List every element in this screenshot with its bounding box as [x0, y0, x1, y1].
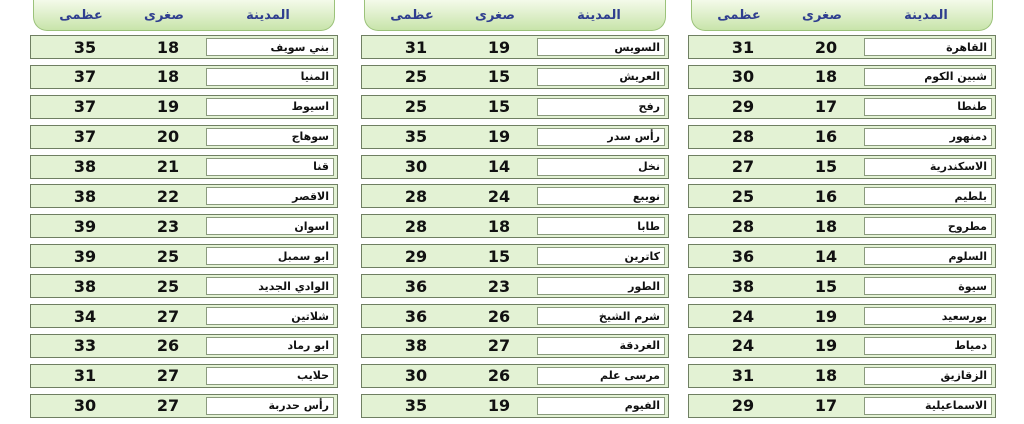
max-temp-cell: 35 — [404, 396, 428, 416]
max-temp-cell: 38 — [404, 336, 428, 356]
max-temp-cell: 39 — [73, 246, 97, 266]
city-cell: بلطيم — [864, 187, 992, 205]
city-cell: سوهاج — [206, 128, 334, 146]
table-row — [30, 394, 338, 418]
weather-table-right — [688, 0, 996, 424]
city-cell: العريش — [537, 68, 665, 86]
min-temp-cell: 15 — [814, 276, 838, 296]
min-temp-cell: 26 — [487, 366, 511, 386]
table-rows — [30, 35, 338, 424]
min-temp-cell: 15 — [814, 157, 838, 177]
max-temp-cell: 36 — [731, 246, 755, 266]
table-row — [688, 304, 996, 328]
max-temp-cell: 27 — [731, 157, 755, 177]
max-temp-cell: 25 — [404, 97, 428, 117]
min-temp-cell: 27 — [487, 336, 511, 356]
min-temp-cell: 18 — [156, 37, 180, 57]
min-temp-cell: 14 — [487, 157, 511, 177]
min-temp-cell: 27 — [156, 396, 180, 416]
max-temp-cell: 28 — [731, 127, 755, 147]
min-temp-cell: 20 — [814, 37, 838, 57]
min-temp-cell: 22 — [156, 186, 180, 206]
min-temp-cell: 16 — [814, 186, 838, 206]
city-cell: طابا — [537, 217, 665, 235]
max-temp-cell: 30 — [731, 67, 755, 87]
city-cell: الطور — [537, 277, 665, 295]
city-cell: رأس حدربة — [206, 397, 334, 415]
table-row — [688, 184, 996, 208]
min-temp-cell: 14 — [814, 246, 838, 266]
table-row — [30, 334, 338, 358]
min-temp-cell: 15 — [487, 67, 511, 87]
header-city: المدينة — [904, 7, 948, 23]
table-row — [361, 364, 669, 388]
city-cell: اسوان — [206, 217, 334, 235]
min-temp-cell: 23 — [487, 276, 511, 296]
max-temp-cell: 30 — [404, 366, 428, 386]
min-temp-cell: 23 — [156, 216, 180, 236]
min-temp-cell: 18 — [814, 216, 838, 236]
min-temp-cell: 19 — [156, 97, 180, 117]
max-temp-cell: 37 — [73, 67, 97, 87]
table-row — [30, 274, 338, 298]
max-temp-cell: 35 — [73, 37, 97, 57]
city-cell: بورسعيد — [864, 307, 992, 325]
max-temp-cell: 31 — [404, 37, 428, 57]
city-cell: طنطا — [864, 98, 992, 116]
table-row — [361, 35, 669, 59]
min-temp-cell: 24 — [487, 186, 511, 206]
min-temp-cell: 19 — [487, 396, 511, 416]
table-row — [361, 214, 669, 238]
min-temp-cell: 19 — [487, 127, 511, 147]
city-cell: شرم الشيخ — [537, 307, 665, 325]
min-temp-cell: 25 — [156, 246, 180, 266]
max-temp-cell: 29 — [731, 97, 755, 117]
min-temp-cell: 18 — [814, 67, 838, 87]
city-cell: ابو سمبل — [206, 247, 334, 265]
table-row — [361, 334, 669, 358]
max-temp-cell: 31 — [731, 37, 755, 57]
city-cell: نويبع — [537, 187, 665, 205]
max-temp-cell: 38 — [73, 276, 97, 296]
table-row — [30, 125, 338, 149]
max-temp-cell: 36 — [404, 276, 428, 296]
table-rows — [361, 35, 669, 424]
header-min: صغرى — [144, 7, 184, 23]
max-temp-cell: 35 — [404, 127, 428, 147]
city-cell: القاهرة — [864, 38, 992, 56]
table-row — [688, 274, 996, 298]
max-temp-cell: 25 — [404, 67, 428, 87]
city-cell: حلايب — [206, 367, 334, 385]
city-cell: الزقازيق — [864, 367, 992, 385]
table-row — [30, 244, 338, 268]
city-cell: الاسكندرية — [864, 158, 992, 176]
table-row — [688, 394, 996, 418]
weather-table-left — [30, 0, 338, 424]
table-header — [691, 0, 993, 31]
min-temp-cell: 26 — [156, 336, 180, 356]
city-cell: قنا — [206, 158, 334, 176]
header-max: عظمى — [390, 7, 434, 23]
table-row — [30, 364, 338, 388]
table-row — [688, 35, 996, 59]
table-row — [361, 155, 669, 179]
city-cell: الاقصر — [206, 187, 334, 205]
table-rows — [688, 35, 996, 424]
header-max: عظمى — [59, 7, 103, 23]
table-row — [361, 184, 669, 208]
max-temp-cell: 30 — [73, 396, 97, 416]
min-temp-cell: 18 — [814, 366, 838, 386]
header-min: صغرى — [475, 7, 515, 23]
city-cell: رفح — [537, 98, 665, 116]
city-cell: الاسماعيلية — [864, 397, 992, 415]
city-cell: اسيوط — [206, 98, 334, 116]
max-temp-cell: 39 — [73, 216, 97, 236]
table-row — [30, 304, 338, 328]
table-header — [33, 0, 335, 31]
city-cell: المنيا — [206, 68, 334, 86]
table-row — [30, 184, 338, 208]
city-cell: مرسى علم — [537, 367, 665, 385]
max-temp-cell: 33 — [73, 336, 97, 356]
min-temp-cell: 18 — [487, 216, 511, 236]
table-row — [688, 125, 996, 149]
min-temp-cell: 15 — [487, 246, 511, 266]
city-cell: شبين الكوم — [864, 68, 992, 86]
min-temp-cell: 17 — [814, 97, 838, 117]
header-city: المدينة — [246, 7, 290, 23]
max-temp-cell: 38 — [731, 276, 755, 296]
table-header — [364, 0, 666, 31]
min-temp-cell: 16 — [814, 127, 838, 147]
min-temp-cell: 19 — [814, 306, 838, 326]
max-temp-cell: 34 — [73, 306, 97, 326]
table-row — [361, 125, 669, 149]
max-temp-cell: 28 — [404, 216, 428, 236]
max-temp-cell: 25 — [731, 186, 755, 206]
min-temp-cell: 26 — [487, 306, 511, 326]
city-cell: الفيوم — [537, 397, 665, 415]
max-temp-cell: 31 — [731, 366, 755, 386]
max-temp-cell: 24 — [731, 306, 755, 326]
table-row — [30, 95, 338, 119]
max-temp-cell: 30 — [404, 157, 428, 177]
table-row — [688, 364, 996, 388]
city-cell: دمنهور — [864, 128, 992, 146]
table-row — [688, 65, 996, 89]
city-cell: الوادي الجديد — [206, 277, 334, 295]
city-cell: السلوم — [864, 247, 992, 265]
city-cell: مطروح — [864, 217, 992, 235]
city-cell: بني سويف — [206, 38, 334, 56]
max-temp-cell: 28 — [404, 186, 428, 206]
min-temp-cell: 21 — [156, 157, 180, 177]
table-row — [361, 274, 669, 298]
table-row — [30, 155, 338, 179]
min-temp-cell: 19 — [814, 336, 838, 356]
table-row — [30, 65, 338, 89]
min-temp-cell: 27 — [156, 366, 180, 386]
max-temp-cell: 31 — [73, 366, 97, 386]
max-temp-cell: 29 — [731, 396, 755, 416]
table-row — [361, 394, 669, 418]
min-temp-cell: 15 — [487, 97, 511, 117]
table-row — [361, 65, 669, 89]
city-cell: سيوة — [864, 277, 992, 295]
max-temp-cell: 28 — [731, 216, 755, 236]
city-cell: الغردقة — [537, 337, 665, 355]
city-cell: ابو رماد — [206, 337, 334, 355]
table-row — [30, 214, 338, 238]
table-row — [688, 95, 996, 119]
city-cell: دمياط — [864, 337, 992, 355]
table-row — [688, 155, 996, 179]
max-temp-cell: 24 — [731, 336, 755, 356]
city-cell: كاترين — [537, 247, 665, 265]
min-temp-cell: 27 — [156, 306, 180, 326]
table-row — [361, 244, 669, 268]
max-temp-cell: 36 — [404, 306, 428, 326]
table-row — [361, 95, 669, 119]
max-temp-cell: 37 — [73, 97, 97, 117]
weather-table-middle — [361, 0, 669, 424]
max-temp-cell: 38 — [73, 157, 97, 177]
table-row — [361, 304, 669, 328]
city-cell: شلاتين — [206, 307, 334, 325]
header-city: المدينة — [577, 7, 621, 23]
max-temp-cell: 29 — [404, 246, 428, 266]
header-max: عظمى — [717, 7, 761, 23]
table-row — [30, 35, 338, 59]
city-cell: رأس سدر — [537, 128, 665, 146]
max-temp-cell: 38 — [73, 186, 97, 206]
min-temp-cell: 25 — [156, 276, 180, 296]
city-cell: نخل — [537, 158, 665, 176]
min-temp-cell: 20 — [156, 127, 180, 147]
city-cell: السويس — [537, 38, 665, 56]
table-row — [688, 334, 996, 358]
header-min: صغرى — [802, 7, 842, 23]
table-row — [688, 244, 996, 268]
table-row — [688, 214, 996, 238]
min-temp-cell: 18 — [156, 67, 180, 87]
max-temp-cell: 37 — [73, 127, 97, 147]
min-temp-cell: 19 — [487, 37, 511, 57]
min-temp-cell: 17 — [814, 396, 838, 416]
